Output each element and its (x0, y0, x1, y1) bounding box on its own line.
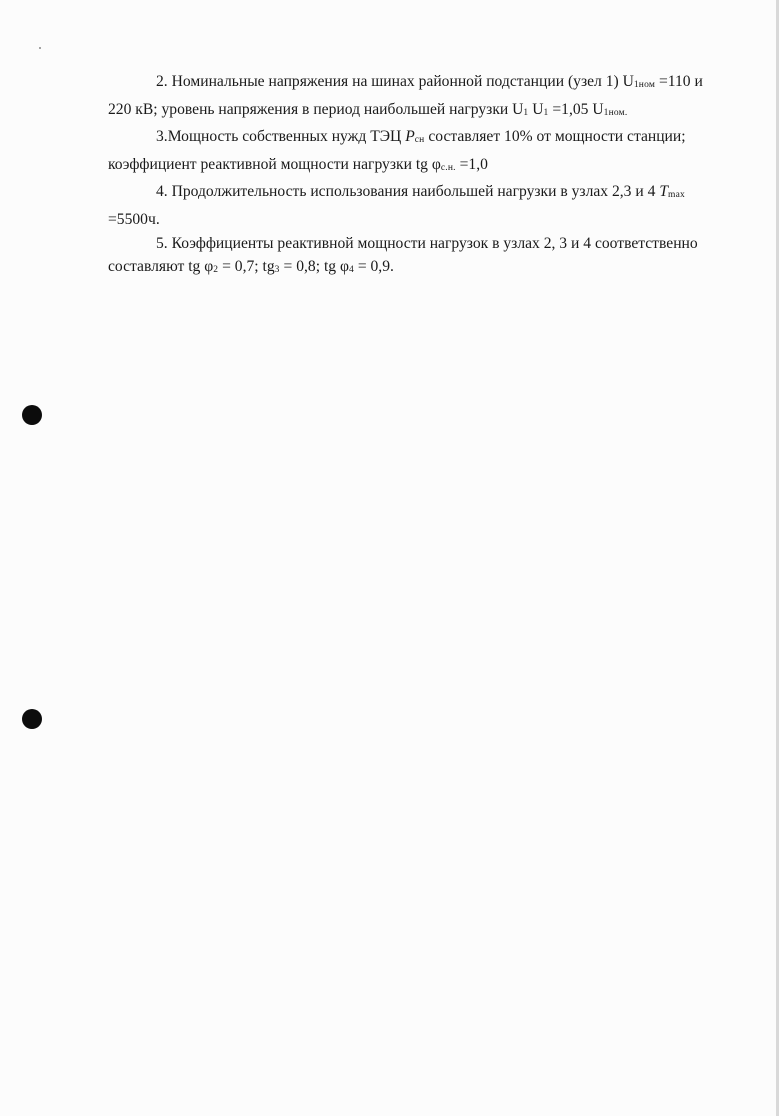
paragraph-item-3 (108, 125, 726, 180)
text-run: = 0,7; tg (218, 258, 275, 276)
subscript-text: max (668, 190, 685, 201)
text-run: 4. Продолжительность использования наибольшей нагрузки в узлах 2,3 и 4 (156, 183, 660, 201)
paragraph-item-2 (108, 70, 726, 125)
text-run: = 0,8; tg φ (279, 258, 349, 276)
subscript-text: 1ном. (603, 107, 628, 118)
subscript-text: 1 (523, 107, 529, 118)
text-run: =1,0 (455, 155, 488, 173)
text-run: составляет 10% от мощности станции; коэффициент реактивной мощности нагрузки tg φ (108, 128, 686, 173)
text-run: =5500ч. (108, 210, 160, 228)
text-run: =110 и 220 кВ; уровень напряжения в период наибольшей нагрузки U (108, 73, 703, 118)
italic-symbol: T (659, 183, 668, 201)
binder-hole-top (22, 405, 42, 425)
subscript-text: 2 (213, 265, 219, 276)
text-run: 5. Коэффициенты реактивной мощности нагрузок в узлах 2, 3 и 4 соответственно составляют tg φ (108, 234, 698, 276)
text-run: 3.Мощность собственных нужд ТЭЦ (156, 128, 406, 146)
scan-speck (39, 47, 41, 49)
text-run: = 0,9. (353, 258, 394, 276)
subscript-text: 1 (543, 107, 549, 118)
text-run: 2. Номинальные напряжения на шинах районной подстанции (узел 1) U (156, 73, 634, 90)
subscript-text: 4 (348, 265, 354, 276)
subscript-text: 3 (274, 265, 280, 276)
italic-symbol: P (405, 128, 415, 146)
subscript-text: сн (414, 135, 425, 146)
paragraph-item-5 (108, 232, 726, 283)
text-run: =1,05 U (548, 100, 604, 118)
binder-hole-bottom (22, 709, 42, 729)
text-run: U (528, 100, 544, 118)
subscript-text: 1ном (633, 80, 656, 90)
paragraph-item-4 (108, 180, 726, 231)
document-body (108, 70, 726, 283)
subscript-text: с.н. (440, 162, 456, 173)
